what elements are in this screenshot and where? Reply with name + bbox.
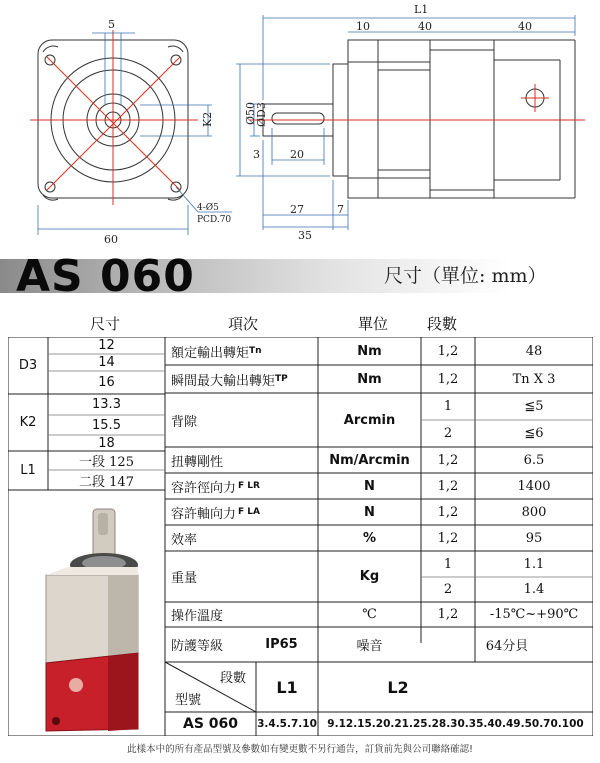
ratio-l2-values: 9.12.15.20.21.25.28.30.35.40.49.50.70.100: [327, 718, 584, 730]
spec-item-temperature: 操作溫度: [171, 609, 224, 624]
dim-bottom-60: 60: [104, 233, 118, 246]
spec-table: [8, 337, 593, 736]
dim-value: 15.5: [92, 417, 121, 433]
noise-label: 噪音: [356, 639, 383, 654]
spec-stage: 1,2: [437, 343, 459, 359]
ratio-l2-label: L2: [387, 677, 409, 697]
spec-value: 48: [525, 343, 543, 359]
unit-label: 尺寸（單位: mm）: [384, 265, 547, 287]
header-unit: 單位: [358, 315, 389, 333]
header-stage: 段數: [427, 315, 458, 333]
spec-unit: ℃: [362, 607, 377, 622]
spec-item-weight: 重量: [171, 571, 198, 586]
spec-stage: 1,2: [437, 504, 459, 520]
model-title: AS 060: [16, 251, 195, 302]
protection-value: IP65: [265, 637, 298, 652]
spec-item-rated-torque: 額定輸出轉矩 Tn: [171, 345, 262, 361]
spec-stage: 1,2: [437, 371, 459, 387]
spec-item-stiffness: 扭轉剛性: [171, 454, 224, 470]
spec-stage: 1: [443, 399, 453, 414]
dim-name-l1: L1: [20, 463, 36, 478]
spec-stage: 2: [443, 426, 453, 441]
spec-unit: Kg: [359, 569, 380, 584]
spec-unit: N: [364, 478, 375, 494]
dim-7: 7: [337, 203, 344, 216]
dim-holes: 4-Ø5: [197, 203, 219, 213]
spec-value: -15℃~+90℃: [489, 607, 579, 622]
ratio-model-label: 型號: [174, 692, 201, 708]
title-band: [0, 251, 600, 302]
dim-pcd: PCD.70: [197, 215, 232, 225]
spec-value: ≦6: [524, 426, 544, 441]
protection-label: 防護等級: [171, 639, 224, 654]
spec-value: 95: [525, 530, 543, 546]
spec-value: ≦5: [524, 399, 544, 414]
spec-stage: 1,2: [437, 607, 459, 622]
dim-35: 35: [298, 229, 312, 242]
spec-stage: 1,2: [437, 530, 459, 546]
spec-unit: Nm: [357, 343, 382, 359]
dim-name-d3: D3: [18, 358, 38, 373]
spec-unit: Nm: [357, 371, 382, 387]
spec-value: 1.4: [523, 582, 545, 597]
spec-stage: 1: [443, 556, 453, 572]
dim-value: 二段 147: [79, 474, 134, 490]
footer-note: 此樣本中的所有產品型號及參數如有變更數不另行通告，訂貨前先與公司聯絡確認!: [127, 744, 473, 755]
spec-value: Tn X 3: [512, 371, 556, 387]
dim-top-5: 5: [108, 18, 115, 31]
dim-value: 18: [98, 435, 115, 451]
dim-seg3: 40: [518, 20, 532, 33]
dim-seg1: 10: [356, 20, 370, 33]
spec-value: 1.1: [523, 556, 545, 572]
dim-seg2: 40: [418, 20, 432, 33]
dim-key-len: 20: [290, 148, 304, 161]
dim-l1: L1: [414, 3, 429, 16]
spec-value: 800: [521, 504, 547, 520]
spec-item-efficiency: 效率: [171, 532, 198, 548]
header-item: 項次: [228, 315, 259, 333]
spec-item-backlash: 背隙: [171, 414, 198, 430]
header-size: 尺寸: [90, 315, 121, 333]
spec-item-radial-force: 容許徑向力 F LR: [171, 480, 260, 496]
spec-item-axial-force: 容許軸向力 F LA: [171, 506, 260, 522]
spec-value: 6.5: [523, 452, 545, 468]
technical-drawings: [0, 0, 600, 250]
dim-d3: ØD3: [255, 102, 268, 127]
spec-stage: 1,2: [437, 452, 459, 468]
dim-key-offset: 3: [253, 148, 260, 161]
spec-stage: 2: [443, 582, 453, 597]
ratio-l1-label: L1: [276, 677, 298, 697]
dim-27: 27: [290, 203, 304, 216]
dim-d50: Ø50: [244, 101, 257, 125]
spec-value: 1400: [517, 478, 551, 494]
dim-k2: K2: [201, 111, 214, 127]
dim-value: 13.3: [92, 397, 121, 412]
spec-unit: Arcmin: [343, 412, 396, 428]
spec-unit: Nm/Arcmin: [329, 452, 410, 468]
dim-value: 14: [98, 355, 115, 370]
spec-unit: %: [362, 530, 377, 546]
ratio-l1-values: 3.4.5.7.10: [257, 718, 317, 730]
dim-name-k2: K2: [19, 415, 37, 430]
gearbox-product-image: [38, 505, 148, 733]
dim-value: 12: [98, 338, 115, 353]
ratio-model: AS 060: [182, 716, 238, 732]
dim-value: 16: [98, 375, 115, 390]
spec-stage: 1,2: [437, 478, 459, 494]
spec-unit: N: [364, 504, 375, 520]
spec-item-peak-torque: 瞬間最大輸出轉矩 TP: [171, 373, 288, 389]
dim-value: 一段 125: [79, 455, 134, 470]
ratio-stage-label: 段數: [219, 670, 246, 686]
noise-value: 64分貝: [485, 639, 529, 654]
